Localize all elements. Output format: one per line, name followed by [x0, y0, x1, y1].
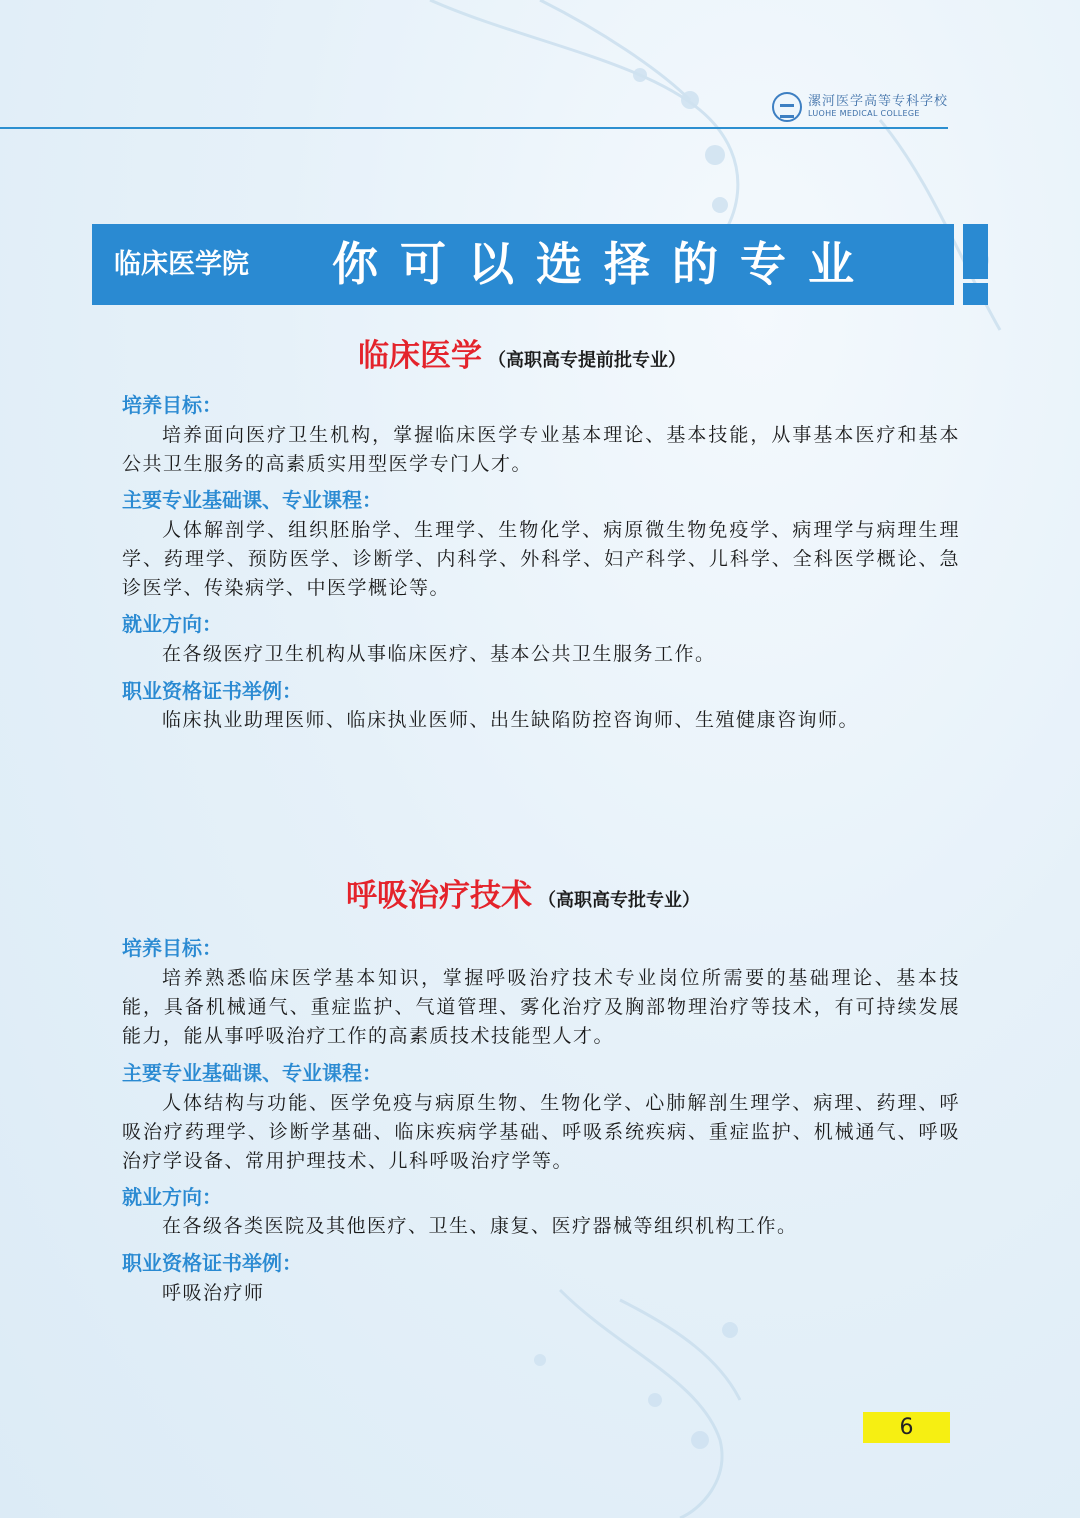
section-text: 在各级医疗卫生机构从事临床医疗、基本公共卫生服务工作。: [162, 643, 716, 665]
school-name-en: LUOHE MEDICAL COLLEGE: [808, 108, 920, 118]
section-text: 在各级各类医院及其他医疗、卫生、康复、医疗器械等组织机构工作。: [162, 1215, 798, 1237]
page-number: 6: [863, 1412, 950, 1443]
section-text: 培养面向医疗卫生机构，掌握临床医学专业基本理论、基本技能，从事基本医疗和基本公共卫生服务的高素质实用型医学专门人才。: [122, 424, 960, 475]
school-name-cn: 漯河医学高等专科学校: [808, 94, 949, 110]
section-label: 培养目标：: [122, 936, 222, 960]
section-text: 人体结构与功能、医学免疫与病原生物、生物化学、心肺解剖生理学、病理、药理、呼吸治疗药理学、诊断学基础、临床疾病学基础、呼吸系统疾病、重症监护、机械通气、呼吸治疗学设备、常用护理技术、儿科呼吸治疗学等。: [122, 1092, 960, 1172]
section-label: 主要专业基础课、专业课程：: [122, 1061, 382, 1085]
section-label: 主要专业基础课、专业课程：: [122, 488, 382, 512]
header-rule: [0, 127, 948, 129]
section-text: 呼吸治疗师: [162, 1282, 265, 1304]
section-label: 职业资格证书举例：: [122, 1251, 302, 1275]
section-text: 培养熟悉临床医学基本知识，掌握呼吸治疗技术专业岗位所需要的基础理论、基本技能，具备机械通气、重症监护、气道管理、雾化治疗及胸部物理治疗等技术，有可持续发展能力，能从事呼吸治疗工作的高素质技术技能型人才。: [122, 967, 960, 1047]
section-text: 临床执业助理医师、临床执业医师、出生缺陷防控咨询师、生殖健康咨询师。: [162, 709, 860, 731]
section-label: 培养目标：: [122, 393, 222, 417]
banner-side-tab-lower: [963, 283, 988, 305]
major-heading: [346, 870, 700, 915]
title-banner: [92, 224, 954, 305]
section-label: 就业方向：: [122, 1185, 222, 1209]
major-batch: （高职高专批专业）: [538, 890, 700, 911]
major-batch: （高职高专提前批专业）: [488, 350, 686, 371]
major-name: 呼吸治疗技术: [346, 878, 532, 914]
school-logo: [772, 90, 948, 124]
major-heading: [358, 330, 686, 375]
major-name: 临床医学: [358, 338, 482, 374]
section-label: 就业方向：: [122, 612, 222, 636]
page-title: 你可以选择的专业: [332, 237, 876, 291]
section-label: 职业资格证书举例：: [122, 679, 302, 703]
college-name: 临床医学院: [114, 249, 249, 280]
section-text: 人体解剖学、组织胚胎学、生理学、生物化学、病原微生物免疫学、病理学与病理生理学、药理学、预防医学、诊断学、内科学、外科学、妇产科学、儿科学、全科医学概论、急诊医学、传染病学、中医学概论等。: [122, 519, 960, 599]
banner-side-tab: [963, 224, 988, 279]
school-emblem-icon: [772, 92, 802, 122]
